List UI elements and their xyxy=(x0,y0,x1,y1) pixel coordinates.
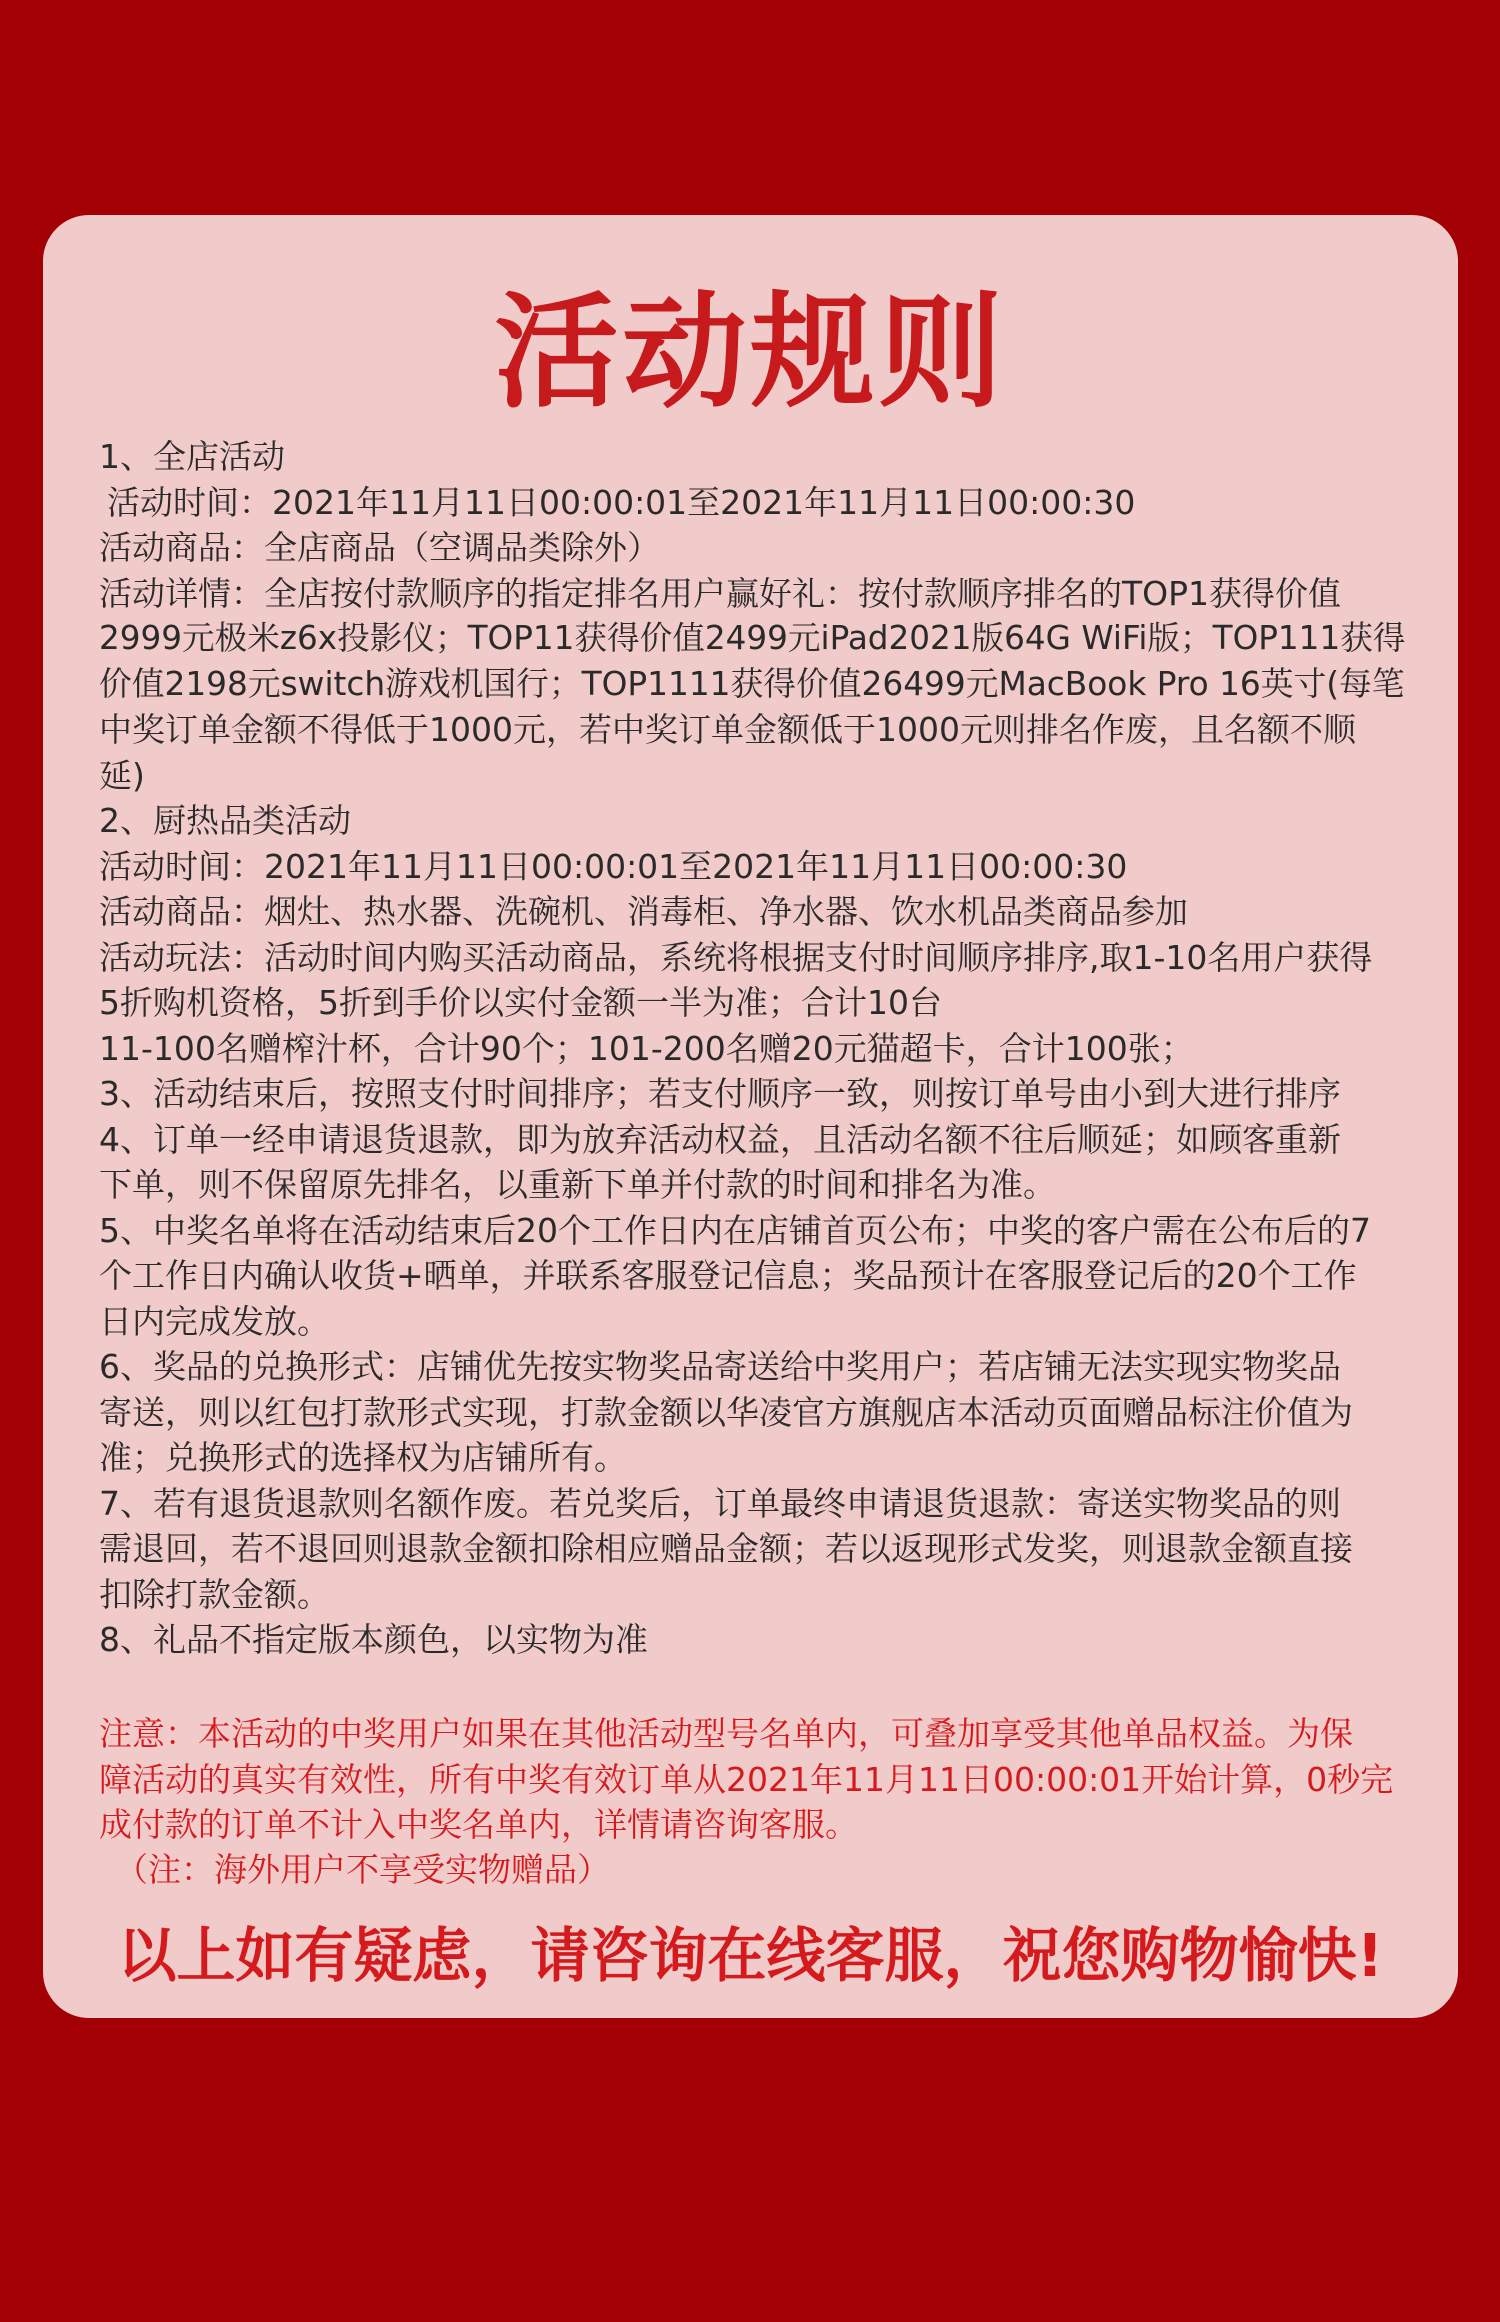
rule-line: 活动商品：全店商品（空调品类除外） xyxy=(99,528,660,567)
rule-line: 2、厨热品类活动 xyxy=(99,801,351,840)
rule-line: 8、礼品不指定版本颜色，以实物为准 xyxy=(99,1620,648,1659)
rule-line: 下单，则不保留原先排名，以重新下单并付款的时间和排名为准。 xyxy=(99,1165,1056,1204)
rule-line: 4、订单一经申请退货退款，即为放弃活动权益，且活动名额不往后顺延；如顾客重新 xyxy=(99,1119,1341,1159)
rule-line: 活动玩法：活动时间内购买活动商品，系统将根据支付时间顺序排序,取1-10名用户获得 xyxy=(99,937,1373,977)
rule-line: 延) xyxy=(99,755,145,795)
rule-line: 5折购机资格，5折到手价以实付金额一半为准；合计10台 xyxy=(99,983,942,1022)
rule-line: 1、全店活动 xyxy=(99,437,285,476)
rule-line: 日内完成发放。 xyxy=(99,1301,330,1341)
footer-message: 以上如有疑虑，请咨询在线客服，祝您购物愉快! xyxy=(117,1921,1384,1990)
rule-line: 准；兑换形式的选择权为店铺所有。 xyxy=(99,1438,627,1477)
overseas-note: （注：海外用户不享受实物赠品） xyxy=(115,1850,610,1889)
rule-line: 3、活动结束后，按照支付时间排序；若支付顺序一致，则按订单号由小到大进行排序 xyxy=(99,1074,1341,1113)
notice-line: 障活动的真实有效性，所有中奖有效订单从2021年11月11日00:00:01开始计算，0秒完 xyxy=(99,1759,1394,1799)
rule-line: 需退回，若不退回则退款金额扣除相应赠品金额；若以返现形式发奖，则退款金额直接 xyxy=(99,1529,1353,1568)
rule-line: 活动时间：2021年11月11日00:00:01至2021年11月11日00:00:30 xyxy=(99,846,1128,886)
rules-list xyxy=(99,434,1412,1663)
rule-line: 价值2198元switch游戏机国行；TOP1111获得价值26499元MacBook Pro 16英寸(每笔 xyxy=(99,664,1405,703)
rule-line: 寄送，则以红包打款形式实现，打款金额以华凌官方旗舰店本活动页面赠品标注价值为 xyxy=(99,1392,1353,1432)
notice-line: 注意：本活动的中奖用户如果在其他活动型号名单内，可叠加享受其他单品权益。为保 xyxy=(99,1714,1353,1753)
rule-line: 2999元极米z6x投影仪；TOP11获得价值2499元iPad2021版64G WiFi版；TOP111获得 xyxy=(99,619,1406,657)
rule-line: 7、若有退货退款则名额作废。若兑奖后，订单最终申请退货退款：寄送实物奖品的则 xyxy=(99,1483,1341,1523)
notice-block xyxy=(99,1711,1412,1848)
page-title: 活动规则 xyxy=(494,281,1007,425)
rule-line: 活动详情：全店按付款顺序的指定排名用户赢好礼：按付款顺序排名的TOP1获得价值 xyxy=(99,573,1342,613)
notice-line: 成付款的订单不计入中奖名单内，详情请咨询客服。 xyxy=(99,1805,858,1844)
rule-line: 活动时间：2021年11月11日00:00:01至2021年11月11日00:00:30 xyxy=(107,482,1136,522)
rule-line: 个工作日内确认收货+晒单，并联系客服登记信息；奖品预计在客服登记后的20个工作 xyxy=(99,1256,1357,1295)
rule-line: 6、奖品的兑换形式：店铺优先按实物奖品寄送给中奖用户；若店铺无法实现实物奖品 xyxy=(99,1347,1341,1386)
rules-card xyxy=(43,215,1458,2018)
rule-line: 5、中奖名单将在活动结束后20个工作日内在店铺首页公布；中奖的客户需在公布后的7 xyxy=(99,1210,1371,1250)
rule-line: 扣除打款金额。 xyxy=(99,1574,330,1614)
rule-line: 中奖订单金额不得低于1000元，若中奖订单金额低于1000元则排名作废，且名额不顺 xyxy=(99,710,1356,749)
rule-line: 活动商品：烟灶、热水器、洗碗机、消毒柜、净水器、饮水机品类商品参加 xyxy=(99,892,1188,931)
rule-line: 11-100名赠榨汁杯，合计90个；101-200名赠20元猫超卡，合计100张； xyxy=(99,1028,1194,1068)
